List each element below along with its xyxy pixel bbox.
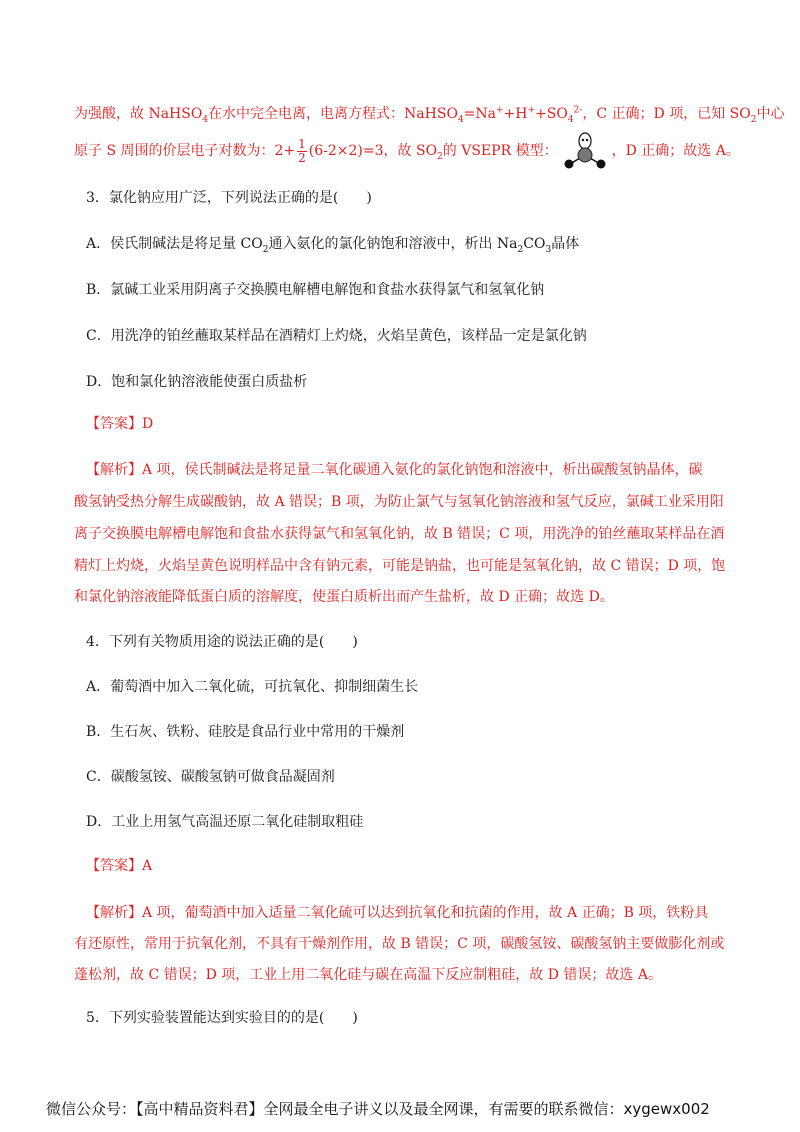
q5-stem: 5．下列实验装置能达到实验目的的是( ) [86, 1010, 358, 1026]
fraction-one-half: $\frac{1}{2}$ [298, 136, 306, 165]
q3-option-a: A．侯氏制碱法是将足量 $CO_2$通入氨化的氯化钠饱和溶液中，析出 $Na_2CO_3$晶体 [86, 236, 580, 255]
q4-option-d: D．工业上用氢气高温还原二氧化硅制取粗硅 [86, 814, 364, 830]
q3-option-b: B．氯碱工业采用阴离子交换膜电解槽电解饱和食盐水获得氯气和氢氧化钠 [86, 282, 545, 298]
q4-answer: 【答案】A [86, 858, 153, 874]
footer-promo: 微信公众号：【高中精品资料君】全网最全电子讲义以及最全网课，有需要的联系微信：xygewx002 [46, 1100, 710, 1118]
q4-option-a: A．葡萄酒中加入二氧化硫，可抗氧化、抑制细菌生长 [86, 679, 419, 695]
q4-explanation-line-2: 有还原性，常用于抗氧化剂，不具有干燥剂作用，故 B 错误；C 项，碳酸氢铵、碳酸氢钠主要做膨化剂或 [74, 936, 725, 952]
q3-stem: 3．氯化钠应用广泛，下列说法正确的是( ) [86, 190, 372, 206]
q4-explanation-line-1: 【解析】A 项，葡萄酒中加入适量二氧化硫可以达到抗氧化和抗菌的作用，故 A 正确；B 项，铁粉具 [86, 905, 709, 921]
q3-explanation-line-4: 精灯上灼烧，火焰呈黄色说明样品中含有钠元素，可能是钠盐，也可能是氢氧化钠，故 C 错误；D 项，饱 [74, 558, 726, 574]
q3-explanation-line-1: 【解析】A 项，侯氏制碱法是将足量二氧化碳通入氨化的氯化钠饱和溶液中，析出碳酸氢钠晶体，碳 [86, 462, 703, 478]
q3-option-d: D．饱和氯化钠溶液能使蛋白质盐析 [86, 374, 308, 390]
prev-explanation-line-2: 原子 S 周围的价层电子对数为：2+ $\frac{1}{2}$ (6-2×2)=3，故 $SO_2$的 VSEPR 模型： ，D 正确；故选 A。 [74, 130, 740, 172]
prev-explanation-line-1: 为强酸，故 NaHSO$_4$在水中完全电离，电离方程式：$NaHSO_4=Na^++H^++SO_4^{2-}$，C 正确；D 项，已知 $SO_2$中心 [74, 105, 785, 125]
q4-option-b: B．生石灰、铁粉、硅胶是食品行业中常用的干燥剂 [86, 724, 405, 740]
q4-stem: 4．下列有关物质用途的说法正确的是( ) [86, 634, 358, 650]
q3-answer: 【答案】D [86, 416, 154, 432]
q4-explanation-line-3: 蓬松剂，故 C 错误；D 项，工业上用二氧化硅与碳在高温下反应制粗硅，故 D 错误；故选 A。 [74, 967, 662, 983]
q3-explanation-line-5: 和氯化钠溶液能降低蛋白质的溶解度，使蛋白质析出而产生盐析，故 D 正确；故选 D。 [74, 589, 614, 605]
q3-option-c: C．用洗净的铂丝蘸取某样品在酒精灯上灼烧，火焰呈黄色，该样品一定是氯化钠 [86, 328, 587, 344]
q3-explanation-line-2: 酸氢钠受热分解生成碳酸钠，故 A 错误；B 项，为防止氯气与氢氧化钠溶液和氢气反应，氯碱工业采用阳 [74, 494, 724, 510]
q4-option-c: C．碳酸氢铵、碳酸氢钠可做食品凝固剂 [86, 769, 335, 785]
so2-vsepr-model-icon [562, 131, 608, 171]
q3-explanation-line-3: 离子交换膜电解槽电解饱和食盐水获得氯气和氢氧化钠，故 B 错误；C 项，用洗净的铂丝蘸取某样品在酒 [74, 526, 725, 542]
